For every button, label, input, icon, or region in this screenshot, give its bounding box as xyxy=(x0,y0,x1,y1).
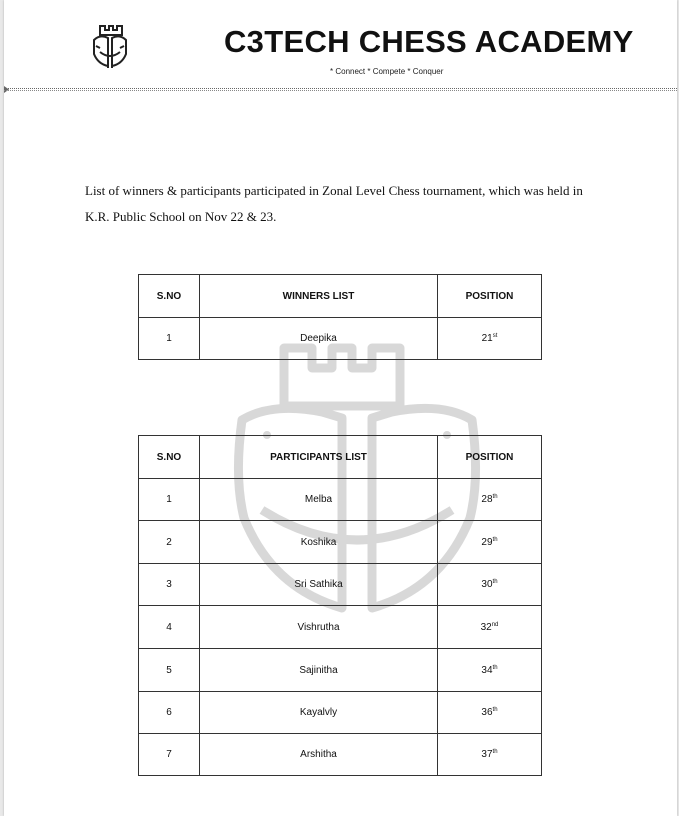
table-row xyxy=(139,734,542,776)
winners-table xyxy=(138,274,542,360)
cell-position xyxy=(438,734,542,776)
tagline: * Connect * Compete * Conquer xyxy=(330,67,444,76)
cell-name: Melba xyxy=(200,479,438,521)
header-participants-list: PARTICIPANTS LIST xyxy=(200,436,438,479)
cell-sno: 3 xyxy=(139,564,200,606)
header-winners-list: WINNERS LIST xyxy=(200,275,438,318)
header-position: POSITION xyxy=(438,275,542,318)
cell-position xyxy=(438,692,542,734)
table-row xyxy=(139,606,542,649)
position-number: 37 xyxy=(481,749,493,760)
position-number: 28 xyxy=(481,494,493,505)
cell-name: Sri Sathika xyxy=(200,564,438,606)
table-row xyxy=(139,692,542,734)
participants-table xyxy=(138,435,542,776)
cell-sno: 6 xyxy=(139,692,200,734)
cell-name: Arshitha xyxy=(200,734,438,776)
position-suffix: th xyxy=(492,664,498,671)
table-header-row xyxy=(139,275,542,318)
cell-sno: 2 xyxy=(139,521,200,564)
cell-sno: 1 xyxy=(139,479,200,521)
cell-sno: 4 xyxy=(139,606,200,649)
position-number: 21 xyxy=(481,333,493,344)
position-number: 36 xyxy=(481,707,493,718)
cell-sno: 5 xyxy=(139,649,200,692)
table-row xyxy=(139,649,542,692)
cell-name: Vishrutha xyxy=(200,606,438,649)
table-row xyxy=(139,521,542,564)
position-number: 29 xyxy=(481,536,493,548)
table-header-row xyxy=(139,436,542,479)
cell-name: Deepika xyxy=(200,318,438,360)
cell-position xyxy=(438,564,542,606)
cell-name: Koshika xyxy=(200,521,438,564)
header-divider xyxy=(4,88,677,91)
academy-logo-icon xyxy=(86,22,134,72)
cell-sno: 1 xyxy=(139,318,200,360)
position-suffix: th xyxy=(492,749,498,755)
cell-sno: 7 xyxy=(139,734,200,776)
position-suffix: st xyxy=(492,333,498,339)
table-row xyxy=(139,479,542,521)
cell-position xyxy=(438,649,542,692)
cell-position xyxy=(438,606,542,649)
position-suffix: th xyxy=(492,579,498,585)
cell-name: Sajinitha xyxy=(200,649,438,692)
intro-paragraph: List of winners & participants participated in Zonal Level Chess tournament, which was held in K.R. Public School on Nov 22 & 23. xyxy=(85,183,583,224)
position-suffix: th xyxy=(492,494,498,500)
position-number: 32 xyxy=(480,621,492,633)
position-number: 30 xyxy=(481,579,493,590)
page-title: C3TECH CHESS ACADEMY xyxy=(224,24,634,59)
position-suffix: nd xyxy=(491,621,499,628)
cell-position xyxy=(438,479,542,521)
cell-position xyxy=(438,521,542,564)
position-number: 34 xyxy=(481,664,493,676)
cell-position xyxy=(438,318,542,360)
table-row xyxy=(139,564,542,606)
header-sno: S.NO xyxy=(139,275,200,318)
position-suffix: th xyxy=(492,536,498,543)
header-sno: S.NO xyxy=(139,436,200,479)
header-position: POSITION xyxy=(438,436,542,479)
cell-name: Kayalvly xyxy=(200,692,438,734)
position-suffix: th xyxy=(492,707,498,713)
table-row xyxy=(139,318,542,360)
document-page xyxy=(4,0,677,816)
